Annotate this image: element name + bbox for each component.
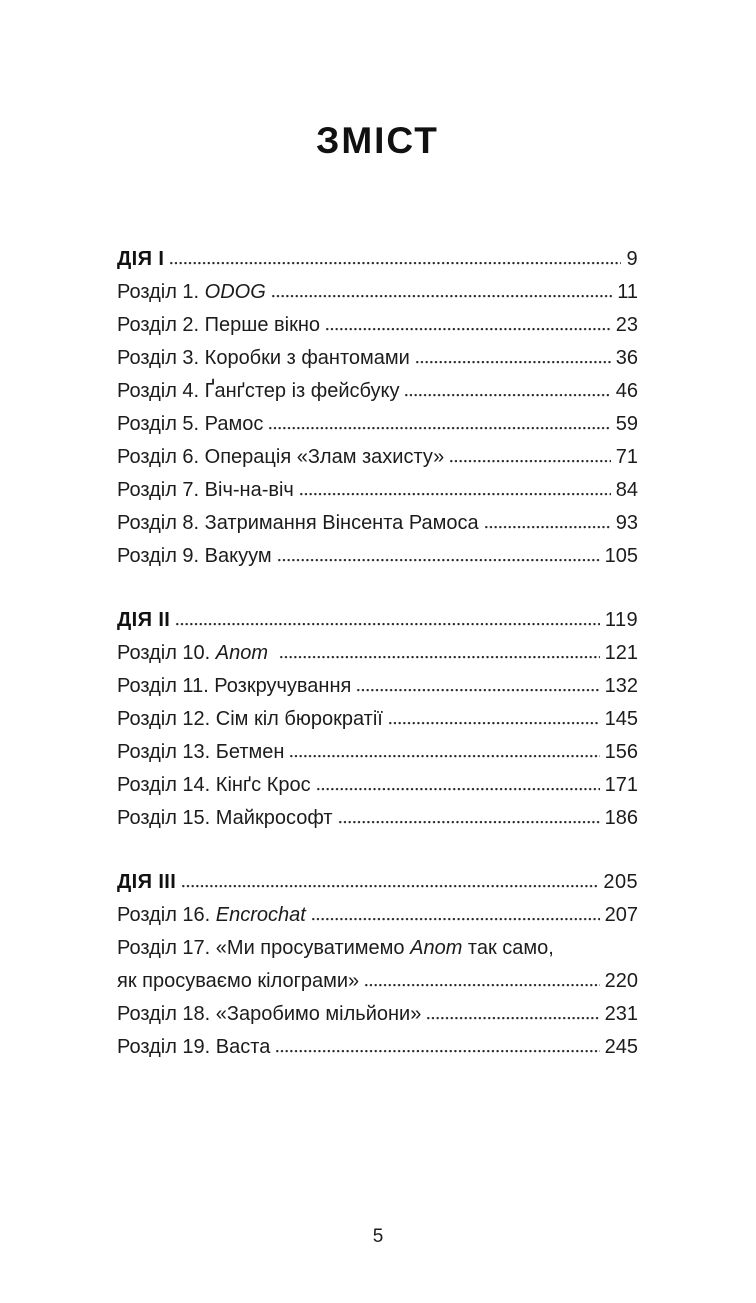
toc-entry-label [117,276,266,309]
toc-page-number: 105 [604,545,638,567]
toc-entry-label [117,309,320,342]
toc-chapter-entry [117,802,638,835]
dot-leader [312,917,600,921]
toc-page-number: 205 [603,871,638,893]
toc-page-number: 145 [604,708,638,730]
toc-label-segment: ДІЯ III [117,871,177,893]
toc-label-segment: так само, [462,937,554,959]
dot-leader [450,459,611,463]
toc-line [117,540,638,573]
toc-line [117,637,638,670]
toc-page-number: 46 [615,380,638,402]
toc-chapter-entry [117,932,638,998]
toc-label-segment: Розділ 16. [117,904,216,926]
toc-line [117,866,638,899]
dot-leader [326,327,611,331]
toc-chapter-entry [117,474,638,507]
toc-line [117,965,638,998]
toc-label-segment: Розділ 5. Рамос [117,413,264,435]
dot-leader [317,787,600,791]
dot-leader [405,393,610,397]
dot-leader [280,655,600,659]
toc-page [0,122,756,1064]
toc-page-number: 84 [615,479,638,501]
toc-page-number: 11 [617,281,638,303]
dot-leader [176,622,600,626]
dot-leader [276,1049,599,1053]
toc-entry-label [117,769,311,802]
toc-line [117,736,638,769]
dot-leader [339,820,600,824]
toc-entry-label [117,604,170,637]
toc-line [117,703,638,736]
toc-page-number: 36 [615,347,638,369]
toc-chapter-entry [117,637,638,670]
toc-entry-label [117,342,410,375]
toc-entry-label [117,243,164,276]
toc-label-segment: Розділ 11. Розкручування [117,675,352,697]
toc-line [117,243,638,276]
toc-label-segment: Розділ 18. «Заробимо мільйони» [117,1003,422,1025]
toc-label-segment: Розділ 6. Операція «Злам захисту» [117,446,445,468]
dot-leader [278,558,600,562]
toc-entry-label [117,736,284,769]
toc-line [117,375,638,408]
toc-entry-label [117,866,176,899]
toc-label-segment: Розділ 14. Кінґс Крос [117,774,311,796]
toc-chapter-entry [117,1031,638,1064]
toc-chapter-entry [117,769,638,802]
toc-entry-label [117,474,294,507]
toc-entry-label [117,637,274,670]
toc-label-italic-segment: Anom [410,937,463,959]
toc-chapter-entry [117,736,638,769]
toc-line [117,474,638,507]
toc-label-segment: Розділ 12. Сім кіл бюрократії [117,708,383,730]
toc-line [117,342,638,375]
toc-page-number: 132 [604,675,638,697]
dot-leader [290,754,599,758]
toc-page-number: 220 [604,970,638,992]
toc-page-number: 207 [604,904,638,926]
toc-entry-label [117,703,383,736]
toc-label-segment: Розділ 17. «Ми просуватимемо [117,937,411,959]
toc-line [117,1031,638,1064]
toc-line [117,441,638,474]
toc-line [117,604,638,637]
folio-page-number: 5 [372,1226,384,1247]
toc-line [117,802,638,835]
toc-chapter-entry [117,375,638,408]
toc-entry-label [117,932,554,965]
page-title: ЗМІСТ [316,120,439,161]
toc-page-number: 171 [604,774,638,796]
toc-chapter-entry [117,703,638,736]
toc-label-segment: Розділ 7. Віч-на-віч [117,479,294,501]
toc-page-number: 71 [615,446,638,468]
toc-page-number: 93 [615,512,638,534]
toc-section [117,604,638,835]
toc-entry-label [117,1031,270,1064]
toc-entry-label [117,802,333,835]
toc-chapter-entry [117,998,638,1031]
toc-chapter-entry [117,540,638,573]
toc-label-segment: Розділ 19. Васта [117,1036,271,1058]
dot-leader [170,261,621,265]
toc-label-segment: як просуваємо кілограми» [117,970,360,992]
toc-chapter-entry [117,670,638,703]
dot-leader [300,492,611,496]
dot-leader [357,688,599,692]
toc-label-segment: Розділ 15. Майкрософт [117,807,333,829]
toc-line [117,932,638,965]
toc-label-segment: Розділ 8. Затримання Вінсента Рамоса [117,512,479,534]
toc-line [117,507,638,540]
toc-entry-label [117,540,272,573]
toc-chapter-entry [117,408,638,441]
toc-page-number: 156 [604,741,638,763]
toc-label-italic-segment: Encrochat [215,904,306,926]
dot-leader [416,360,611,364]
toc-page-number: 23 [615,314,638,336]
toc-chapter-entry [117,342,638,375]
toc-page-number: 121 [604,642,638,664]
toc-part-header [117,866,638,899]
toc-section [117,866,638,1064]
toc-chapter-entry [117,309,638,342]
toc-label-italic-segment: ODOG [204,281,266,303]
toc-label-segment: Розділ 3. Коробки з фантомами [117,347,410,369]
toc-label-segment: Розділ 2. Перше вікно [117,314,320,336]
toc-label-segment: Розділ 10. [117,642,216,664]
toc-page-number: 119 [604,609,638,631]
dot-leader [182,884,598,888]
toc-label-segment: Розділ 1. [117,281,205,303]
toc-entry-label [117,899,306,932]
toc-label-segment: Розділ 9. Вакуум [117,545,272,567]
toc-entry-label [117,998,421,1031]
toc-line [117,670,638,703]
toc-chapter-entry [117,899,638,932]
toc-line [117,998,638,1031]
toc-page-number: 186 [604,807,638,829]
toc-chapter-entry [117,507,638,540]
toc-page-number: 59 [615,413,638,435]
toc-entry-label [117,670,351,703]
toc-line [117,276,638,309]
toc-chapter-entry [117,276,638,309]
toc-page-number: 245 [604,1036,638,1058]
toc-label-segment [268,642,274,664]
toc-line [117,408,638,441]
dot-leader [427,1016,599,1020]
toc-label-segment: Розділ 4. Ґанґстер із фейсбуку [117,380,400,402]
toc-line [117,899,638,932]
toc-page-number: 9 [626,248,638,270]
toc-entry-label [117,408,263,441]
toc-entry-label [117,441,444,474]
toc-part-header [117,243,638,276]
dot-leader [272,294,612,298]
toc-label-segment: ДІЯ I [117,248,165,270]
toc-line [117,309,638,342]
toc-section [117,243,638,573]
toc-entry-label [117,375,399,408]
toc [117,243,638,1064]
dot-leader [269,426,610,430]
toc-label-italic-segment: Anom [215,642,269,664]
toc-label-segment: ДІЯ II [117,609,171,631]
toc-label-segment: Розділ 13. Бетмен [117,741,285,763]
dot-leader [485,525,611,529]
toc-line [117,769,638,802]
toc-page-number: 231 [604,1003,638,1025]
toc-entry-label [117,507,479,540]
toc-entry-label [117,965,359,998]
dot-leader [365,983,599,987]
dot-leader [389,721,600,725]
toc-part-header [117,604,638,637]
toc-chapter-entry [117,441,638,474]
